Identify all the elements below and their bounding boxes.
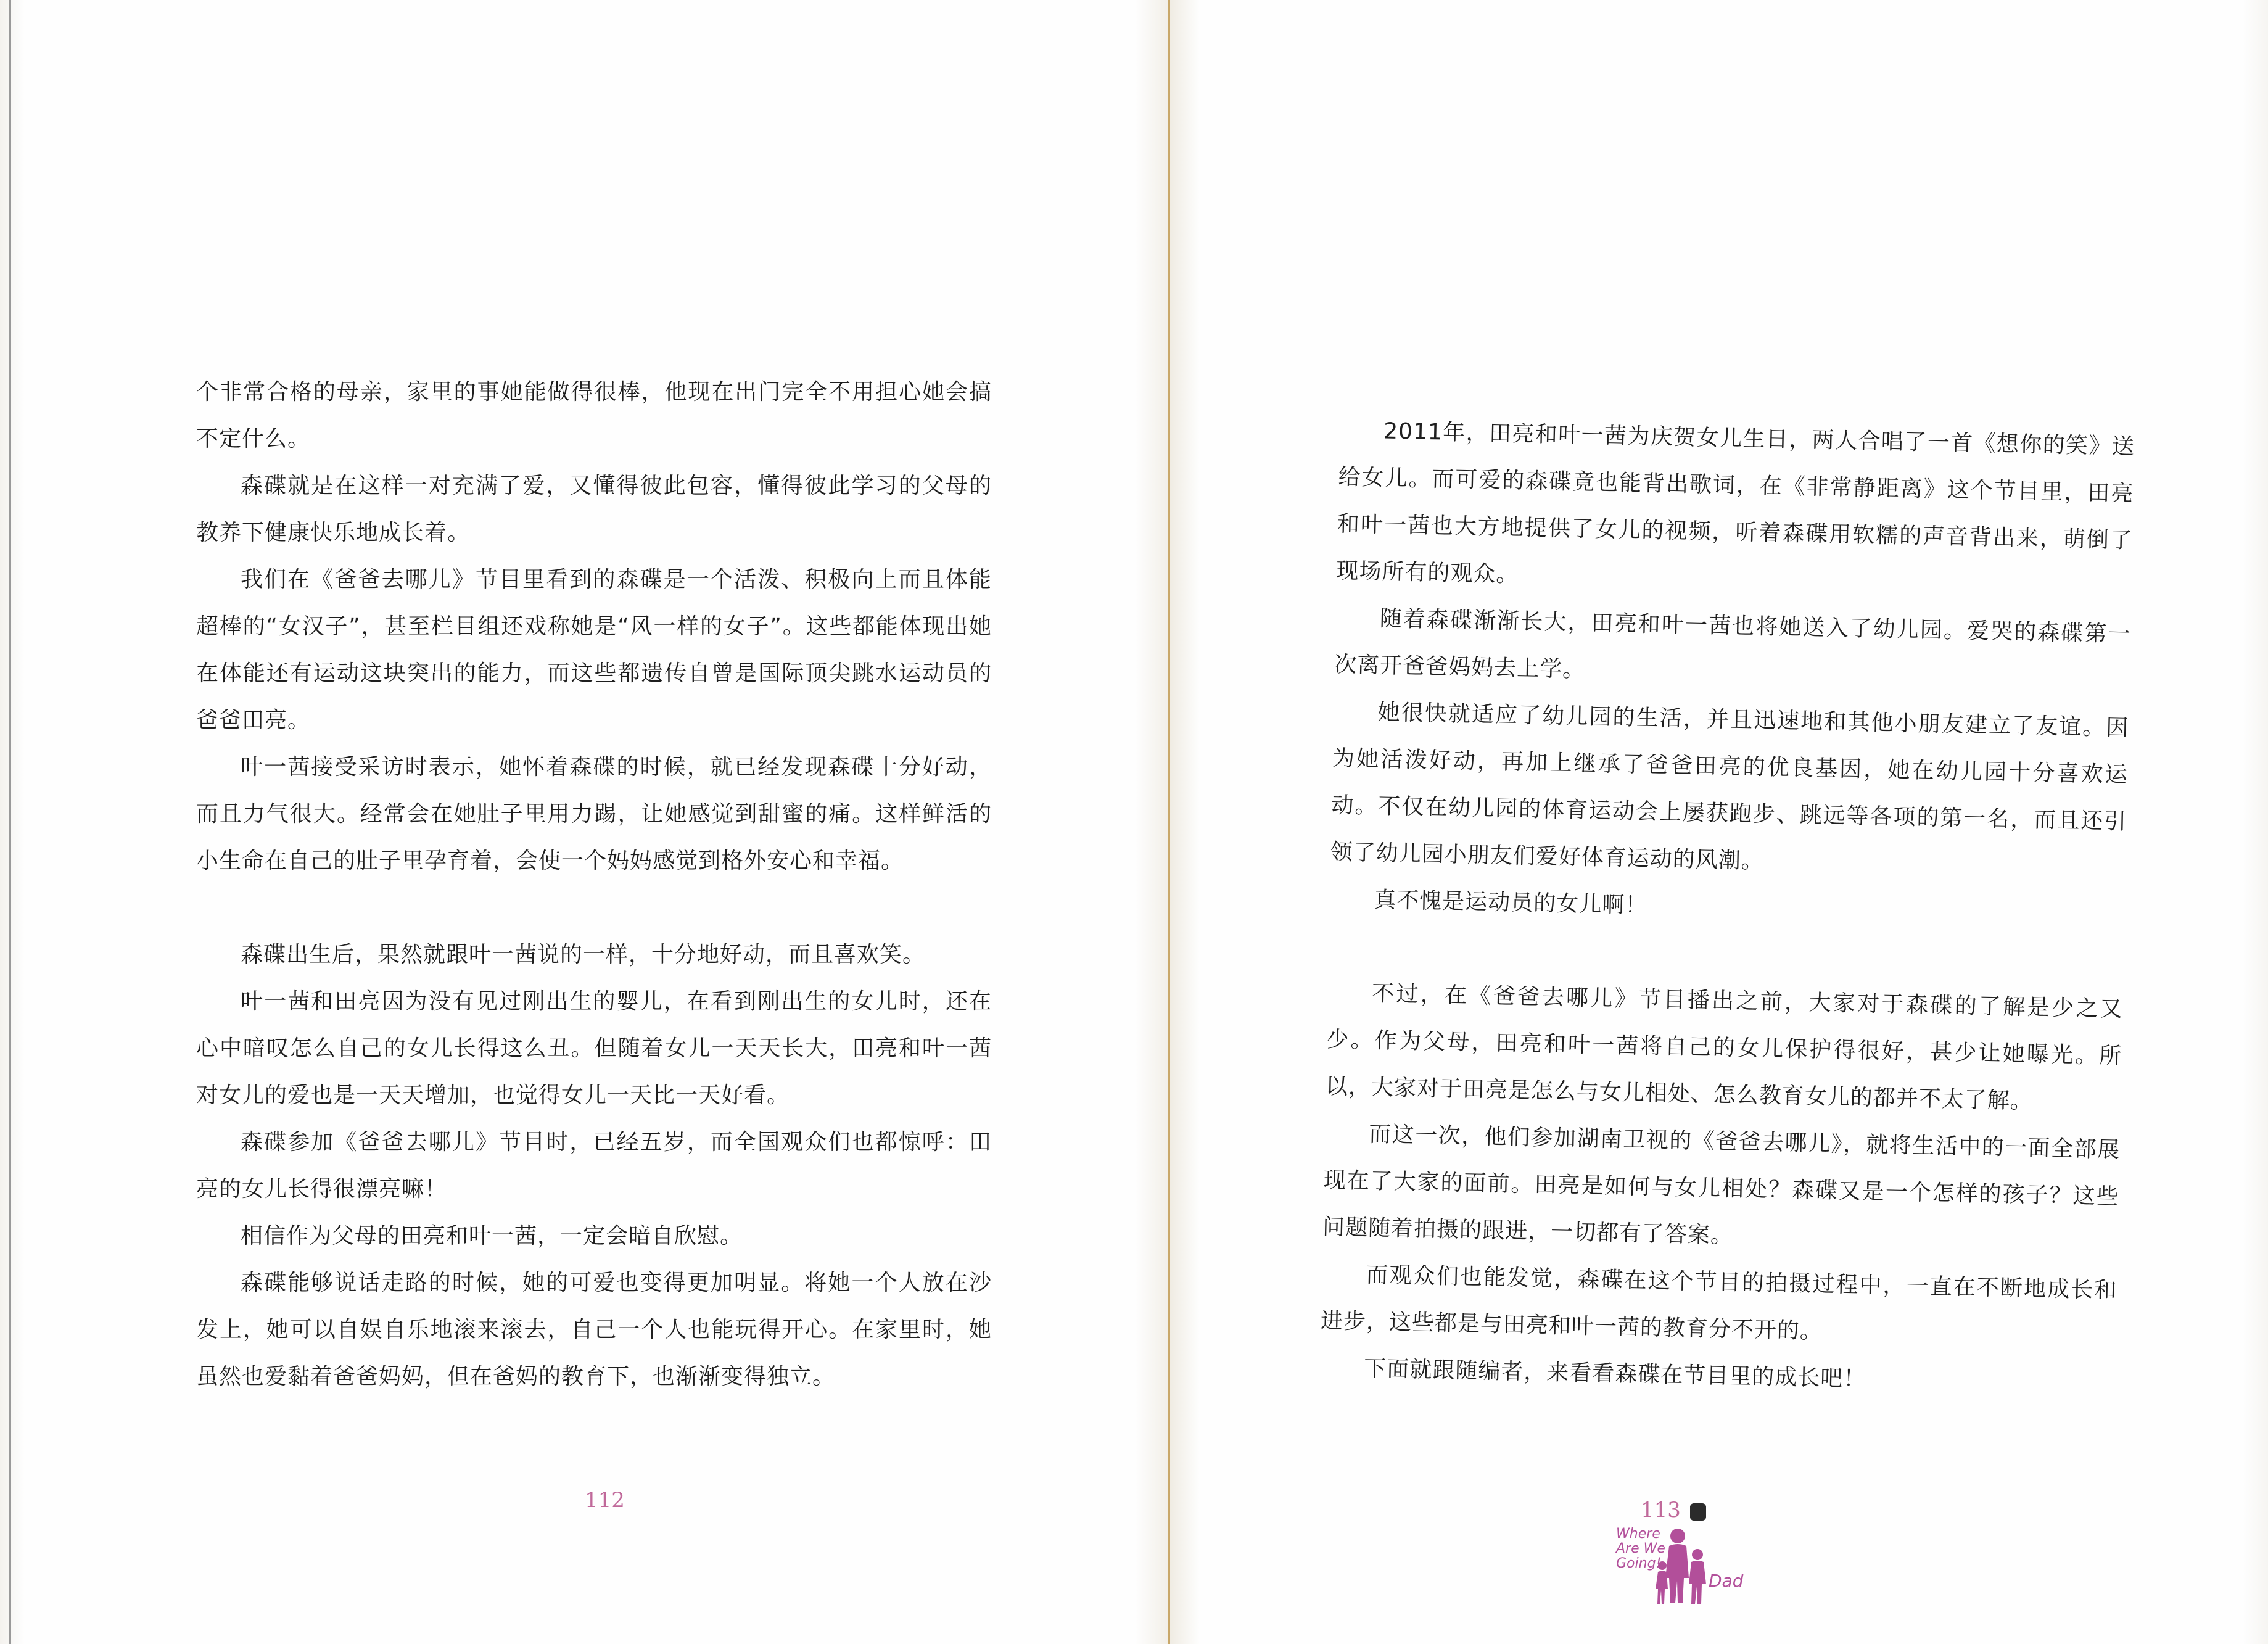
logo-line-3: Going! — [1616, 1556, 1662, 1571]
paragraph: 叶一茜和田亮因为没有见过刚出生的婴儿，在看到刚出生的女儿时，还在心中暗叹怎么自己的女儿长得这么丑。但随着女儿一天天长大，田亮和叶一茜对女儿的爱也是一天天增加，也觉得女儿一天比一天好看。 — [196, 989, 992, 1108]
paragraph: 森碟就是在这样一对充满了爱，又懂得彼此包容，懂得彼此学习的父母的教养下健康快乐地成长着。 — [196, 473, 992, 545]
paragraph: 不过，在《爸爸去哪儿》节目播出之前，大家对于森碟的了解是少之又少。作为父母，田亮和叶一茜将自己的女儿保护得很好，甚少让她曝光。所以，大家对于田亮是怎么与女儿相处、怎么教育女儿的都并不太了解。 — [1325, 981, 2124, 1114]
page-number-right: 113 — [1641, 1498, 1681, 1522]
paragraph: 真不愧是运动员的女儿啊！ — [1373, 887, 1648, 919]
right-page-text — [1319, 407, 2135, 1408]
paragraph: 森碟出生后，果然就跟叶一茜说的一样，十分地好动，而且喜欢笑。 — [241, 942, 926, 967]
paragraph: 森碟能够说话走路的时候，她的可爱也变得更加明显。将她一个人放在沙发上，她可以自娱自乐地滚来滚去，自己一个人也能玩得开心。在家里时，她虽然也爱黏着爸爸妈妈，但在爸妈的教育下，也渐渐变得独立。 — [196, 1270, 992, 1389]
paragraph: 叶一茜接受采访时表示，她怀着森碟的时候，就已经发现森碟十分好动，而且力气很大。经常会在她肚子里用力踢，让她感觉到甜蜜的痛。这样鲜活的小生命在自己的肚子里孕育着，会使一个妈妈感觉到格外安心和幸福。 — [196, 754, 992, 874]
page-edge — [9, 0, 11, 1644]
page-number-left: 112 — [585, 1488, 625, 1513]
paragraph: 而观众们也能发觉，森碟在这个节目的拍摄过程中，一直在不断地成长和进步，这些都是与田亮和叶一茜的教育分不开的。 — [1320, 1262, 2117, 1344]
page-marker-icon — [1690, 1503, 1706, 1521]
paragraph: 随着森碟渐渐长大，田亮和叶一茜也将她送入了幼儿园。爱哭的森碟第一次离开爸爸妈妈去上学。 — [1334, 606, 2131, 683]
paragraph: 她很快就适应了幼儿园的生活，并且迅速地和其他小朋友建立了友谊。因为她活泼好动，再加上继承了爸爸田亮的优良基因，她在幼儿园十分喜欢运动。不仅在幼儿园的体育运动会上屡获跑步、跳远等各项的第一名，而且还引领了幼儿园小朋友们爱好体育运动的风潮。 — [1330, 700, 2129, 874]
left-page-text — [196, 369, 992, 1400]
paragraph: 2011年，田亮和叶一茜为庆贺女儿生日，两人合唱了一首《想你的笑》送给女儿。而可爱的森碟竟也能背出歌词，在《非常静距离》这个节目里，田亮和叶一茜也大方地提供了女儿的视频，听着森碟用软糯的声音背出来，萌倒了现场所有的观众。 — [1336, 418, 2135, 588]
paragraph: 我们在《爸爸去哪儿》节目里看到的森碟是一个活泼、积极向上而且体能超棒的“女汉子”，甚至栏目组还戏称她是“风一样的女子”。这些都能体现出她在体能还有运动这块突出的能力，而这些都遗传自曾是国际顶尖跳水运动员的爸爸田亮。 — [196, 567, 992, 733]
paragraph: 森碟参加《爸爸去哪儿》节目时，已经五岁，而全国观众们也都惊呼：田亮的女儿长得很漂亮嘛！ — [196, 1130, 992, 1202]
paragraph: 相信作为父母的田亮和叶一茜，一定会暗自欣慰。 — [241, 1223, 743, 1249]
paragraph: 而这一次，他们参加湖南卫视的《爸爸去哪儿》，就将生活中的一面全部展现在了大家的面前。田亮是如何与女儿相处？森碟又是一个怎样的孩子？这些问题随着拍摄的跟进，一切都有了答案。 — [1322, 1121, 2121, 1249]
logo-line-1: Where — [1616, 1526, 1660, 1542]
logo-dad: Dad — [1709, 1571, 1744, 1591]
logo-line-2: Are We — [1616, 1541, 1665, 1556]
paragraph: 个非常合格的母亲，家里的事她能做得很棒，他现在出门完全不用担心她会搞不定什么。 — [196, 379, 992, 452]
show-logo — [1616, 1522, 1752, 1609]
section-gap — [196, 885, 992, 931]
paragraph: 下面就跟随编者，来看看森碟在节目里的成长吧！ — [1363, 1356, 1866, 1392]
book-gutter — [1168, 0, 1170, 1644]
